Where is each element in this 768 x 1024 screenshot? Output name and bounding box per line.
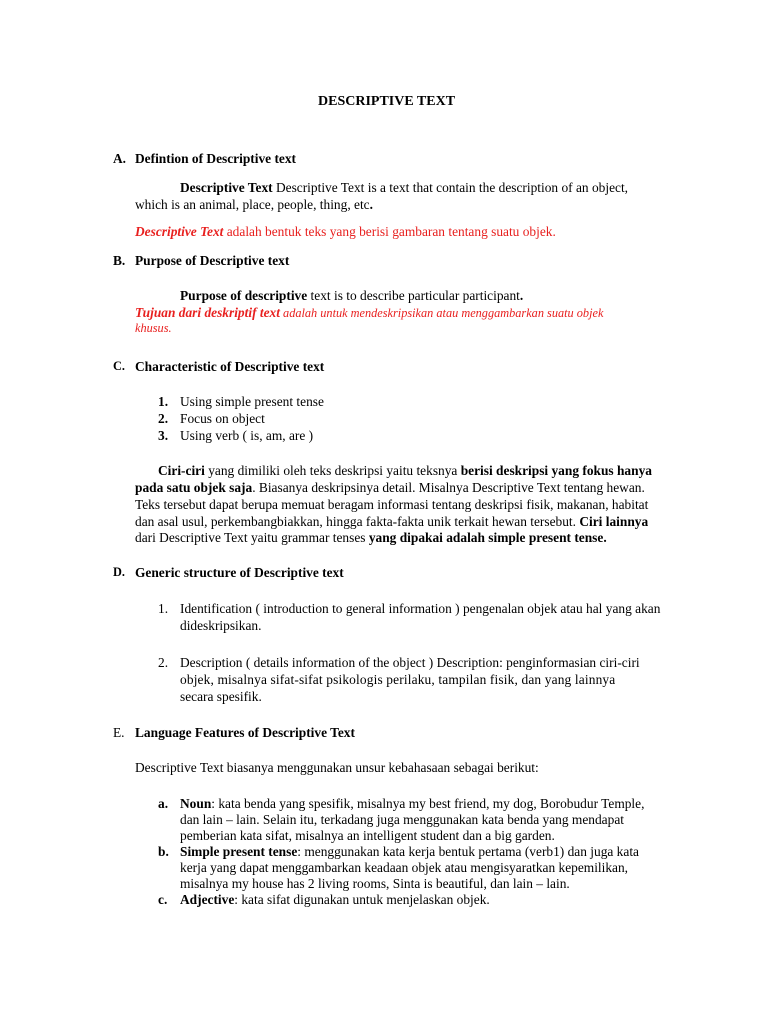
section-c-para-line2: pada satu objek saja. Biasanya deskripsinya detail. Misalnya Descriptive Text tentang hewan. [135,480,645,495]
list-item-letter: b. [158,844,169,859]
section-c-para-line3: Teks tersebut dapat berupa memuat beragam informasi tentang deskripsi fisik, makanan, habitat [135,497,649,512]
list-item-number: 2. [158,411,169,426]
section-b-heading: Purpose of Descriptive text [135,253,290,268]
section-b-red-line1: Tujuan dari deskriptif text adalah untuk mendeskripsikan atau menggambarkan suatu objek [135,305,604,320]
list-item-text: Using verb ( is, am, are ) [180,428,314,443]
section-e-marker: E. [113,725,125,740]
list-item-text: misalnya my house has 2 living rooms, Sinta is beautiful, dan lain – lain. [180,876,570,891]
list-item-text: pemberian kata sifat, misalnya an intelligent student dan a big garden. [180,828,555,843]
list-item-letter: a. [158,796,169,811]
list-item-text: Noun: kata benda yang spesifik, misalnya my best friend, my dog, Borobudur Temple, [180,796,645,811]
section-b-red-line2: khusus. [135,321,172,335]
list-item-letter: c. [158,892,168,907]
list-item-number: 3. [158,428,169,443]
list-item-text: secara spesifik. [180,689,262,704]
section-a-marker: A. [113,151,127,166]
list-item-number: 2. [158,655,169,670]
section-a-heading: Defintion of Descriptive text [135,151,297,166]
list-item-text: Using simple present tense [180,394,324,409]
list-item-text: Adjective: kata sifat digunakan untuk menjelaskan objek. [180,892,490,907]
section-e-intro: Descriptive Text biasanya menggunakan unsur kebahasaan sebagai berikut: [135,760,539,775]
section-b-para: Purpose of descriptive text is to describe particular participant. [180,288,524,303]
list-item-text: Focus on object [180,411,265,426]
section-c-para-line5: dari Descriptive Text yaitu grammar tenses yang dipakai adalah simple present tense. [135,530,607,545]
section-d-marker: D. [113,565,125,579]
section-c-para-line4: dan asal usul, perkembangbiakkan, hingga fakta-fakta unik terkait hewan tersebut. Ciri lainnya [135,514,649,529]
section-d-heading: Generic structure of Descriptive text [135,565,344,580]
section-c-heading: Characteristic of Descriptive text [135,359,325,374]
page-title: DESCRIPTIVE TEXT [318,94,456,109]
section-a-para-line1: Descriptive Text Descriptive Text is a text that contain the description of an object, [180,180,629,195]
list-item-text: dideskripsikan. [180,618,262,633]
list-item-number: 1. [158,601,169,616]
list-item-text: Simple present tense: menggunakan kata kerja bentuk pertama (verb1) dan juga kata [180,844,639,859]
list-item-text: Description ( details information of the object ) Description: penginformasian ciri-ciri [180,655,640,670]
section-c-marker: C. [113,359,125,373]
section-c-para-line1: Ciri-ciri yang dimiliki oleh teks deskripsi yaitu teksnya berisi deskripsi yang fokus hanya [158,463,652,478]
list-item-text: kerja yang dapat menggambarkan keadaan objek atau mengisyaratkan kepemilikan, [180,860,629,875]
section-e-heading: Language Features of Descriptive Text [135,725,355,740]
list-item-text: objek, misalnya sifat-sifat psikologis perilaku, tampilan fisik, dan yang lainnya [180,672,616,687]
section-a-para-bold: Descriptive Text [180,180,273,195]
list-item-number: 1. [158,394,169,409]
section-a-para-line2: which is an animal, place, people, thing, etc. [135,197,373,212]
list-item-text: dan lain – lain. Selain itu, terkadang juga menggunakan kata benda yang mendapat [180,812,624,827]
section-b-marker: B. [113,253,126,268]
list-item-text: Identification ( introduction to general information ) pengenalan objek atau hal yang akan [180,601,661,616]
section-a-red-text: Descriptive Text adalah bentuk teks yang berisi gambaran tentang suatu objek. [135,224,556,239]
